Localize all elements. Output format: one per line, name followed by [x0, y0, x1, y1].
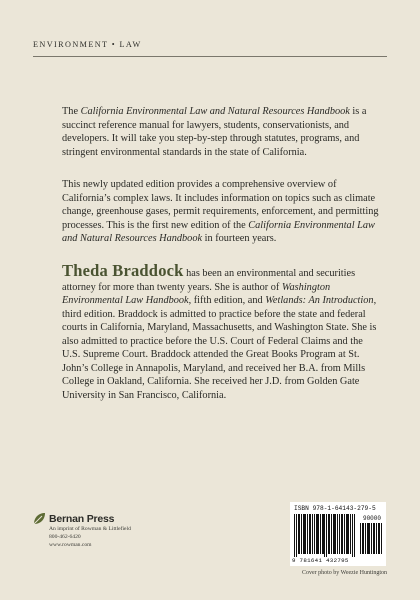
publisher-imprint: An imprint of Rowman & Littlefield — [49, 526, 131, 532]
category-label: ENVIRONMENT • LAW — [33, 40, 142, 49]
price-barcode-icon — [360, 523, 382, 554]
barcode-digits: 9 781641 432795 — [292, 557, 349, 564]
publisher-website: www.rowman.com — [49, 542, 92, 548]
publisher-logo — [33, 512, 131, 525]
publisher-name: Bernan Press — [49, 512, 115, 525]
text-run: The — [62, 106, 81, 117]
barcode-icon — [294, 514, 356, 557]
header-divider — [33, 56, 387, 57]
text-run: is a succinct reference manual for lawyers, students, conservationists, and developers. It will take you step-by-step through statutes, programs, and stringent environmental standards in the state of California. — [62, 106, 367, 158]
description-paragraph-1 — [62, 105, 380, 159]
text-run: in fourteen years. — [202, 233, 277, 244]
author-name: Theda Braddock — [62, 261, 184, 280]
text-run: This newly updated edition provides a comprehensive overview of California’s complex laws. It includes information on topics such as climate change, greenhouse gases, permit requirements, enforcement, and permitting processes. This is the first new edition of the — [62, 179, 379, 231]
book-title: California Environmental Law and Natural Resources Handbook — [80, 106, 350, 117]
text-run: has been an environmental and securities attorney for more than twenty years. She is author of — [62, 268, 356, 293]
publisher-phone: 800-462-6420 — [49, 534, 81, 540]
other-book-title: Wetlands: An Introduction — [265, 295, 374, 306]
other-book-title: Washington Environmental Law Handbook — [62, 281, 331, 306]
barcode-block — [290, 502, 386, 566]
isbn-label: ISBN 978-1-64143-279-5 — [294, 505, 376, 512]
description-paragraph-2 — [62, 178, 380, 246]
bernan-leaf-icon — [33, 512, 46, 525]
publisher-block — [33, 512, 131, 549]
photo-credit: Cover photo by Weezie Huntington — [301, 570, 387, 576]
text-run: , third edition. Braddock is admitted to practice before the state and federal courts in California, Maryland, Massachusetts, and Washington State. She is also admitted to practice before the U.S. Court of Federal Claims and the U.S. Supreme Court. Braddock attended the Great Books Program at St. John’s College in Annapolis, Maryland, and received her B.A. from Mills College in Oakland, California. She received her J.D. from Golden Gate University in San Francisco, California. — [62, 295, 377, 401]
author-bio — [62, 261, 380, 402]
price-code: 90000 — [362, 515, 381, 522]
book-title: California Environmental Law and Natural Resources Handbook — [62, 219, 375, 244]
text-run: , fifth edition, and — [188, 295, 266, 306]
